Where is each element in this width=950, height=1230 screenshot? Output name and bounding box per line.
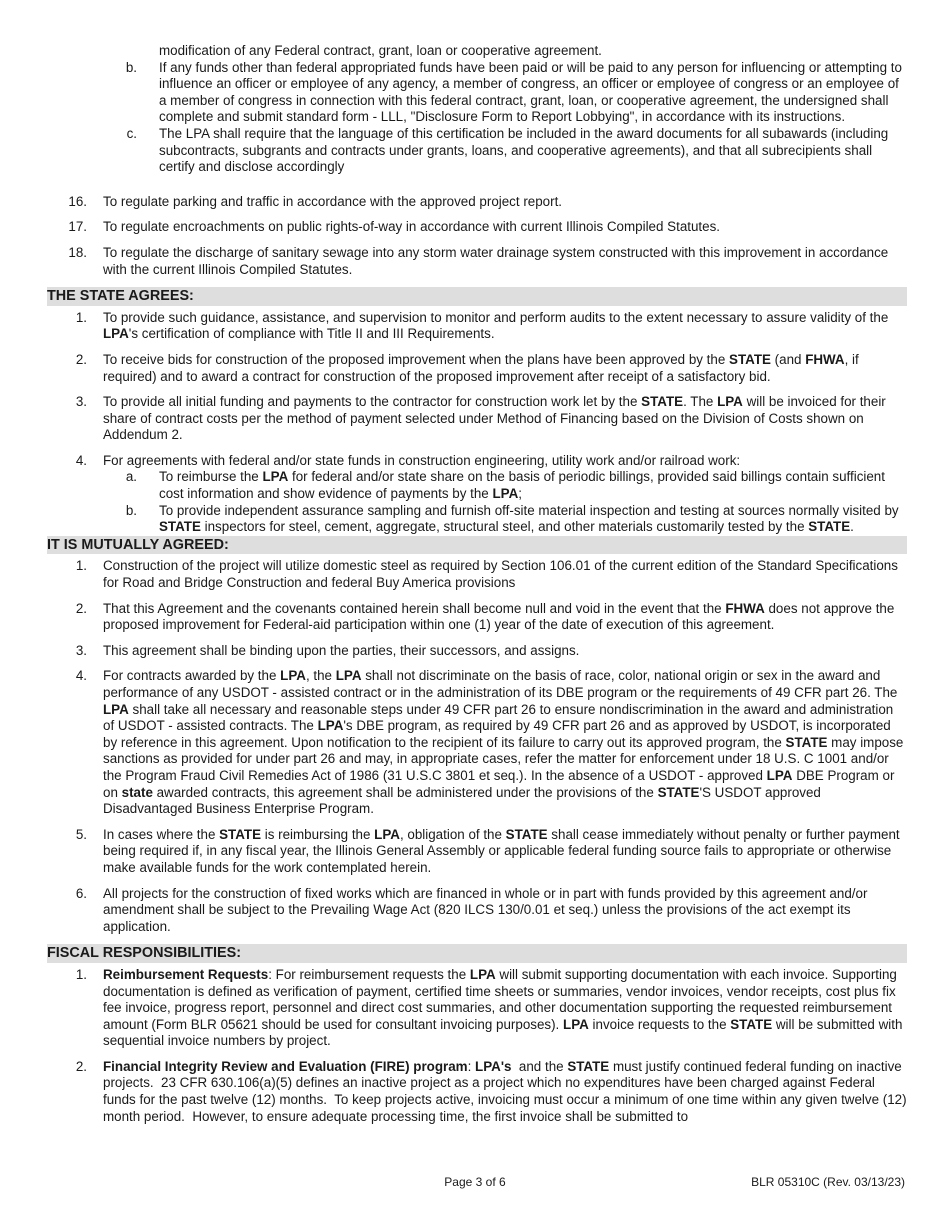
list-item <box>47 219 907 236</box>
list-item <box>47 453 907 470</box>
item-number: 2. <box>75 600 87 616</box>
item-text: To regulate the discharge of sanitary sewage into any storm water drainage system constructed with this improvement in accordance with the current Illinois Compiled Statutes. <box>103 244 889 277</box>
section-heading-fiscal: FISCAL RESPONSIBILITIES: <box>47 944 907 963</box>
section-heading-state-agrees: THE STATE AGREES: <box>47 287 907 306</box>
item-text: That this Agreement and the covenants contained herein shall become null and void in the event that the FHWA does not approve the proposed improvement for Federal-aid participation within one (1) year of the date of execution of this agreement. <box>103 600 895 633</box>
list-item <box>47 352 907 385</box>
item-text: To regulate encroachments on public rights-of-way in accordance with current Illinois Compiled Statutes. <box>103 219 721 235</box>
continued-item-c <box>47 126 907 176</box>
item-text: The LPA shall require that the language of this certification be included in the award documents for all subawards (including subcontracts, subgrants and contracts under grants, loans, and cooperative agreements), and that all subrecipients shall certify and disclose accordingly <box>159 125 889 175</box>
continued-item-a-tail: modification of any Federal contract, grant, loan or cooperative agreement. <box>159 43 602 58</box>
item-number: 3. <box>75 394 87 410</box>
item-text: In cases where the STATE is reimbursing the LPA, obligation of the STATE shall cease immediately without penalty or further payment being required if, in any fiscal year, the Illinois General Assembly or applicable federal funding source fails to appropriate or otherwise make available funds for the work contemplated herein. <box>103 826 900 875</box>
list-item <box>47 245 907 278</box>
item-number: 2. <box>75 351 87 367</box>
item-text: Construction of the project will utilize domestic steel as required by Section 106.01 of the current edition of the Standard Specifications for Road and Bridge Construction and federal Buy America provisions <box>103 558 898 591</box>
item-label: c. <box>126 125 137 141</box>
page-number: Page 3 of 6 <box>444 1175 506 1189</box>
item-text: To provide all initial funding and payments to the contractor for construction work let by the STATE. The LPA will be invoiced for their share of contract costs per the method of payment selected under Method of Financing based on the Division of Costs shown on Addendum 2. <box>103 394 886 443</box>
fiscal-responsibilities-list <box>47 967 907 1125</box>
item-text: This agreement shall be binding upon the parties, their successors, and assigns. <box>103 642 580 658</box>
item-number: 16. <box>68 193 87 209</box>
item-label: b. <box>125 59 137 75</box>
form-number: BLR 05310C (Rev. 03/13/23) <box>751 1175 905 1189</box>
item-number: 1. <box>75 309 87 325</box>
state-agrees-list <box>47 310 907 536</box>
item-text: If any funds other than federal appropriated funds have been paid or will be paid to any person for influencing or attempting to influence an officer or employee of any agency, a member of congress, an officer or employee of congress or an employee of a member of congress in connection with this federal contract, grant, loan, or cooperative agreement, the undersigned shall complete and submit standard form - LLL, "Disclosure Form to Report Lobbying", in accordance with its instructions. <box>159 59 902 125</box>
item-number: 1. <box>75 558 87 574</box>
item-number: 1. <box>75 966 87 982</box>
lpa-items-list <box>47 194 907 278</box>
item-number: 18. <box>68 244 87 260</box>
state-agrees-item-4-subitems <box>47 469 907 535</box>
list-item <box>47 668 907 817</box>
item-text: To provide independent assurance sampling and furnish off-site material inspection and testing at sources normally visited by STATE inspectors for steel, cement, aggregate, structural steel, and other materials customarily tested by the STATE. <box>159 502 899 535</box>
item-text: To receive bids for construction of the proposed improvement when the plans have been approved by the STATE (and FHWA, if required) and to award a contract for construction of the proposed improvement after receipt of a satisfactory bid. <box>103 351 859 384</box>
item-number: 5. <box>75 826 87 842</box>
item-number: 3. <box>75 642 87 658</box>
mutually-agreed-list <box>47 558 907 935</box>
list-item <box>47 310 907 343</box>
continued-item-b <box>47 60 907 126</box>
list-item <box>47 886 907 936</box>
item-text: For agreements with federal and/or state funds in construction engineering, utility work and/or railroad work: <box>103 452 741 468</box>
section-heading-mutually-agreed: IT IS MUTUALLY AGREED: <box>47 536 907 555</box>
item-number: 6. <box>75 885 87 901</box>
item-text: Reimbursement Requests: For reimbursement requests the LPA will submit supporting documentation with each invoice. Supporting documentation is defined as verification of payment, certified time sheets or summaries, vendor invoices, vendor receipts, cost plus fix fee invoice, progress report, personnel and direct cost summaries, and other documentation supporting the requested reimbursement amount (Form BLR 05621 should be used for consultant invoicing purposes). LPA invoice requests to the STATE will be submitted with sequential invoice numbers by project. <box>103 966 903 1049</box>
item-text: For contracts awarded by the LPA, the LPA shall not discriminate on the basis of race, color, national origin or sex in the award and performance of any USDOT - assisted contract or in the administration of its DBE program or the requirements of 49 CFR part 26. The LPA shall take all necessary and reasonable steps under 49 CFR part 26 to ensure nondiscrimination in the award and administration of USDOT - assisted contracts. The LPA's DBE program, as required by 49 CFR part 26 and as approved by USDOT, is incorporated by reference in this agreement. Upon notification to the recipient of its failure to carry out its approved program, the STATE may impose sanctions as provided for under part 26 and may, in appropriate cases, refer the matter for enforcement under 18 U.S. C 1001 and/or the Program Fraud Civil Remedies Act of 1986 (31 U.S.C 3801 et seq.). In the absence of a USDOT - approved LPA DBE Program or on state awarded contracts, this agreement shall be administered under the provisions of the STATE'S USDOT approved Disadvantaged Business Enterprise Program. <box>103 668 904 817</box>
item-text: To regulate parking and traffic in accordance with the approved project report. <box>103 193 563 209</box>
list-item <box>47 1059 907 1125</box>
item-text: Financial Integrity Review and Evaluation (FIRE) program: LPA's and the STATE must justify continued federal funding on inactive projects. 23 CFR 630.106(a)(5) defines an inactive project as a project which no expenditures have been charged against Federal funds for the past twelve (12) months. To keep projects active, invoicing must occur a minimum of one time within any given twelve (12) month period. However, to ensure adequate processing time, the first invoice shall be submitted to <box>103 1058 907 1124</box>
item-text: To reimburse the LPA for federal and/or state share on the basis of periodic billings, provided said billings contain sufficient cost information and show evidence of payments by the LPA; <box>159 469 885 502</box>
sub-item <box>47 469 907 502</box>
item-number: 17. <box>68 219 87 235</box>
list-item <box>47 601 907 634</box>
item-text: All projects for the construction of fixed works which are financed in whole or in part with funds provided by this agreement and/or amendment shall be subject to the Prevailing Wage Act (820 ILCS 130/0.01 et seq.) unless the provisions of the act exempt its application. <box>103 885 868 934</box>
item-text: To provide such guidance, assistance, and supervision to monitor and perform audits to the extent necessary to assure validity of the LPA's certification of compliance with Title II and III Requirements. <box>103 309 889 342</box>
item-label: b. <box>125 502 137 518</box>
document-page <box>47 43 907 1134</box>
list-item <box>47 643 907 660</box>
list-item <box>47 394 907 444</box>
list-item <box>47 558 907 591</box>
item-number: 2. <box>75 1058 87 1074</box>
sub-item <box>47 503 907 536</box>
list-item <box>47 194 907 211</box>
item-number: 4. <box>75 668 87 684</box>
item-label: a. <box>125 469 137 485</box>
list-item <box>47 827 907 877</box>
list-item <box>47 967 907 1050</box>
item-number: 4. <box>75 452 87 468</box>
